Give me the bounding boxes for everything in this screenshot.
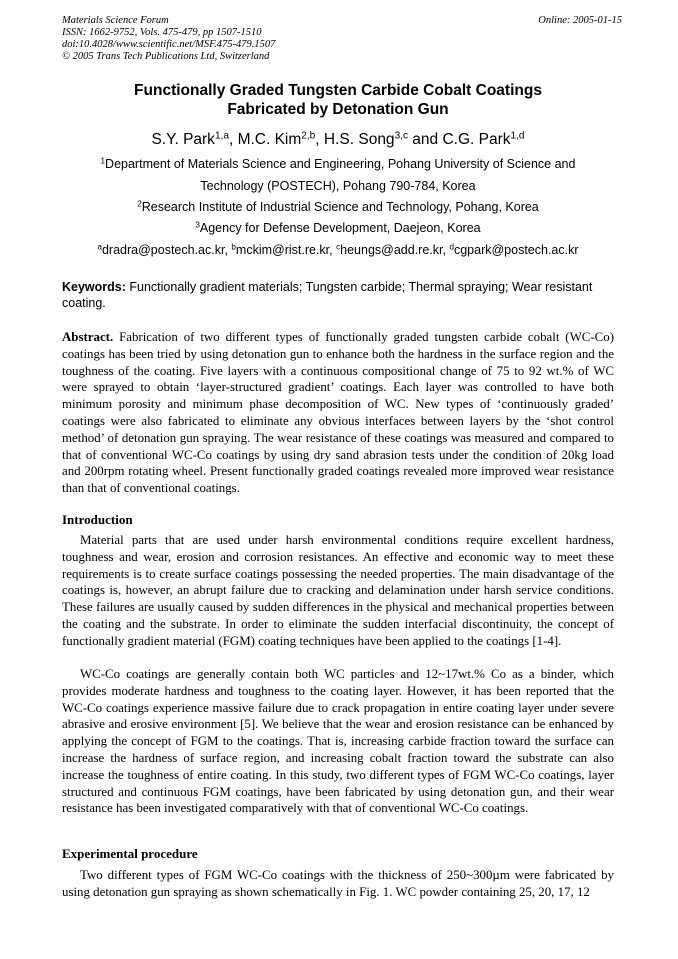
author-superscript: 1,a [214, 130, 229, 142]
journal-issn: ISSN: 1662-9752, Vols. 475-479, pp 1507-1510 [62, 27, 262, 38]
title-line-2: Fabricated by Detonation Gun [227, 101, 449, 118]
author-separator: and [408, 131, 443, 148]
affiliation-marker: 3 [195, 220, 200, 230]
affiliation-1-line-1 [62, 157, 614, 172]
email-marker: d [449, 242, 454, 252]
author-superscript: 2,b [301, 130, 316, 142]
affiliation-2 [62, 200, 614, 215]
introduction-paragraph-1: Material parts that are used under harsh environmental conditions require excellent hardness, toughness and wear, erosion and corrosion resistances. An effective and economic way to meet these requirements is to create surface coatings possessing the needed properties. The main disadvantage of the coatings is, however, an abrupt failure due to cracking and delamination under harsh service conditions. These failures are usually caused by sudden differences in the physical and mechanical properties between the coating and the substrate. In order to eliminate the sudden interfacial discontinuity, the concept of functionally gradient material (FGM) coating techniques have been applied to the coatings [1-4]. [62, 533, 614, 648]
email-address: cgpark@postech.ac.kr [453, 243, 579, 257]
journal-doi: doi:10.4028/www.scientific.net/MSF.475-479.1507 [62, 39, 276, 50]
email-address: heungs@add.re.kr, [340, 243, 450, 257]
affiliation-marker: 2 [137, 199, 142, 209]
author-name: S.Y. Park [151, 131, 215, 148]
author-name: H.S. Song [323, 131, 395, 148]
author-emails [62, 243, 614, 258]
author-separator: , [228, 131, 238, 148]
experimental-paragraph-1: Two different types of FGM WC-Co coatings with the thickness of 250~300µm were fabricated by using detonation gun spraying as shown schematically in Fig. 1. WC powder containing 25, 20, 17, 12 [62, 868, 614, 899]
affiliation-3 [62, 221, 614, 236]
section-heading-experimental: Experimental procedure [62, 846, 198, 861]
affiliation-1-line-2: Technology (POSTECH), Pohang 790-784, Korea [200, 179, 476, 193]
affiliation-marker: 1 [100, 156, 106, 166]
journal-name: Materials Science Forum [62, 15, 169, 26]
author-superscript: 1,d [510, 130, 525, 142]
email-address: mckim@rist.re.kr, [235, 243, 337, 257]
email-address: dradra@postech.ac.kr, [101, 243, 232, 257]
abstract-label: Abstract. [62, 330, 114, 344]
affiliation-text: Research Institute of Industrial Science and Technology, Pohang, Korea [141, 200, 539, 214]
title-line-1: Functionally Graded Tungsten Carbide Cobalt Coatings [134, 82, 542, 99]
keywords-text: Functionally gradient materials; Tungsten carbide; Thermal spraying; Wear resistant coating. [62, 280, 593, 310]
introduction-paragraph-2: WC-Co coatings are generally contain both WC particles and 12~17wt.% Co as a binder, which provides moderate hardness and toughness to the coating layer. However, it has been reported that the WC-Co coatings experience massive failure due to crack propagation in entire coating layer under severe abrasive and erosive environment [5]. We believe that the wear and erosion resistance can be enhanced by applying the concept of FGM to the coatings. That is, increasing carbide fraction toward the surface can increase the hardness of surface region, and increasing cobalt fraction toward the substrate can also increase the toughness of entire coating. In this study, two different types of FGM WC-Co coatings, layer structured and continuous FGM coatings, have been fabricated by using detonation gun, and their wear resistance has been investigated comparatively with that of conventional WC-Co coatings. [62, 667, 614, 816]
journal-copyright: © 2005 Trans Tech Publications Ltd, Switzerland [62, 51, 270, 62]
keywords-label: Keywords: [62, 280, 126, 294]
abstract [62, 329, 614, 497]
email-marker: a [97, 242, 102, 252]
author-superscript: 3,c [394, 130, 408, 142]
email-marker: c [336, 242, 341, 252]
affiliation-text: Department of Materials Science and Engineering, Pohang University of Science and [105, 157, 576, 171]
email-marker: b [231, 242, 236, 252]
author-name: M.C. Kim [237, 131, 302, 148]
author-list [62, 130, 614, 150]
affiliation-text: Agency for Defense Development, Daejeon, Korea [199, 221, 481, 235]
keywords [62, 279, 614, 311]
abstract-text: Fabrication of two different types of functionally graded tungsten carbide cobalt (WC-Co) coatings has been tried by using detonation gun to enhance both the hardness in the surface region and the toughness of the coating. Five layers with a continuous compositional change of 75 to 92 wt.% of WC were sprayed to obtain ‘layer-structured gradient’ coatings. Each layer was controlled to have both minimum porosity and minimum phase decomposition of WC. New types of ‘continuously graded’ coatings were also fabricated to eliminate any obvious interfaces between layers by the ‘shot control method’ of detonation gun spraying. The wear resistance of these coatings was measured and compared to that of conventional WC-Co coatings by using dry sand abrasion tests under the condition of 20kg load and 200rpm rotating wheel. Present functionally graded coatings revealed more improved wear resistance than that of conventional coatings. [62, 330, 614, 496]
author-name: C.G. Park [442, 131, 511, 148]
journal-header [62, 15, 622, 63]
section-heading-introduction: Introduction [62, 512, 133, 527]
paper-title [62, 81, 614, 119]
author-separator: , [315, 131, 324, 148]
online-date: Online: 2005-01-15 [538, 15, 622, 26]
